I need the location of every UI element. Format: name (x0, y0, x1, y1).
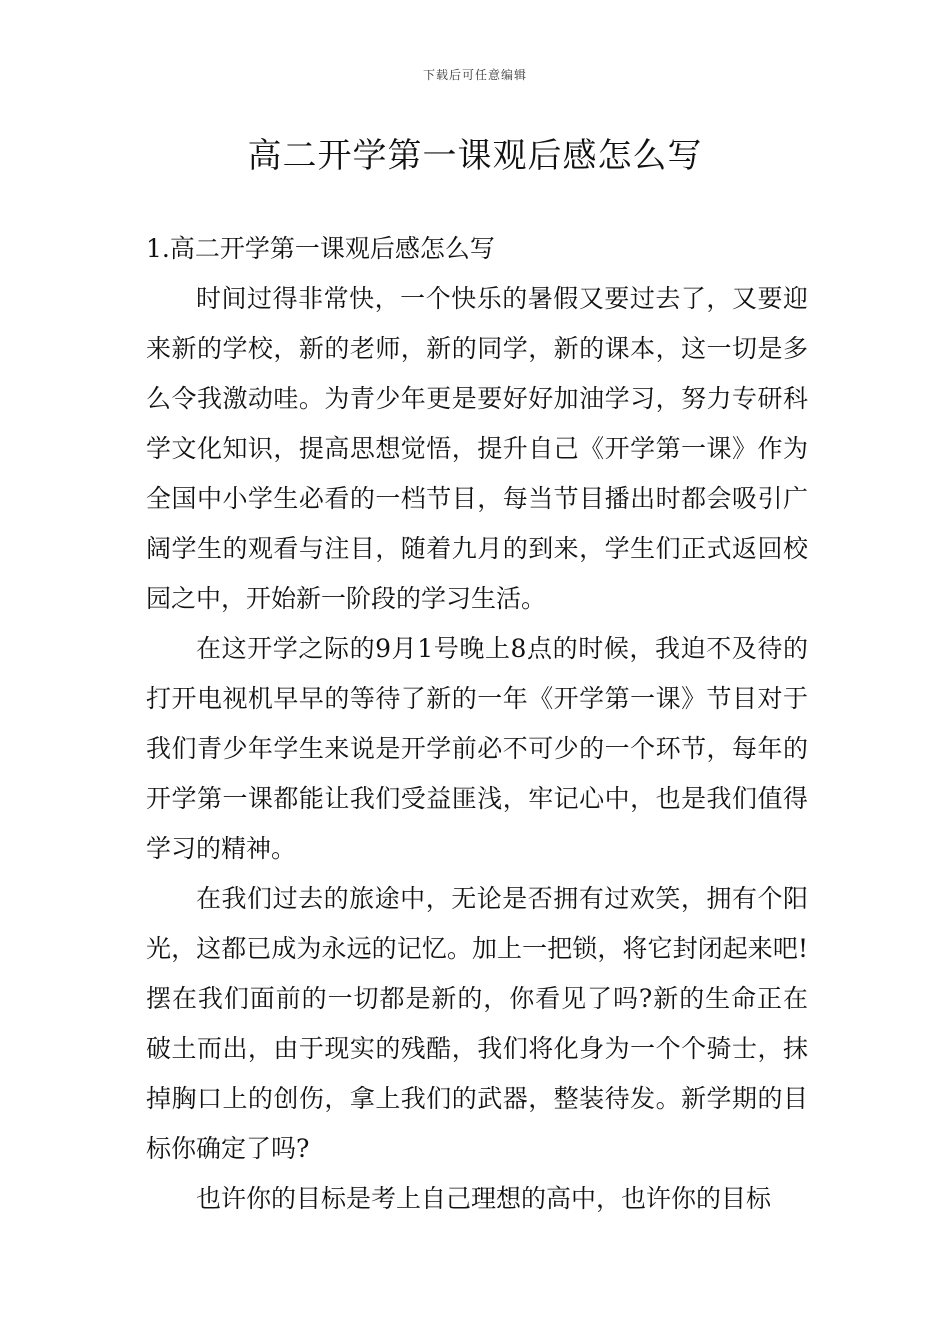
paragraph-1: 时间过得非常快，一个快乐的暑假又要过去了，又要迎来新的学校，新的老师，新的同学，新的课本，这一切是多么令我激动哇。为青少年更是要好好加油学习，努力专研科学文化知识，提高思想觉悟，提升自己《开学第一课》作为全国中小学生必看的一档节目，每当节目播出时都会吸引广阔学生的观看与注目，随着九月的到来，学生们正式返回校园之中，开始新一阶段的学习生活。 (146, 284, 808, 613)
paragraph-3: 在我们过去的旅途中，无论是否拥有过欢笑，拥有个阳光，这都已成为永远的记忆。加上一把锁，将它封闭起来吧!摆在我们面前的一切都是新的，你看见了吗?新的生命正在破土而出，由于现实的残酷，我们将化身为一个个骑士，抹掉胸口上的创伤，拿上我们的武器，整装待发。新学期的目标你确定了吗? (146, 884, 808, 1163)
header-note: 下载后可任意编辑 (422, 68, 527, 82)
paragraph-4: 也许你的目标是考上自己理想的高中，也许你的目标 (196, 1184, 772, 1213)
paragraph-2: 在这开学之际的9月1号晚上8点的时候，我迫不及待的打开电视机早早的等待了新的一年《开学第一课》节目对于我们青少年学生来说是开学前必不可少的一个环节，每年的开学第一课都能让我们受益匪浅，牢记心中，也是我们值得学习的精神。 (146, 634, 808, 863)
document-body (146, 224, 808, 1224)
document-title: 高二开学第一课观后感怎么写 (247, 136, 703, 176)
section-heading: 1.高二开学第一课观后感怎么写 (146, 234, 495, 263)
